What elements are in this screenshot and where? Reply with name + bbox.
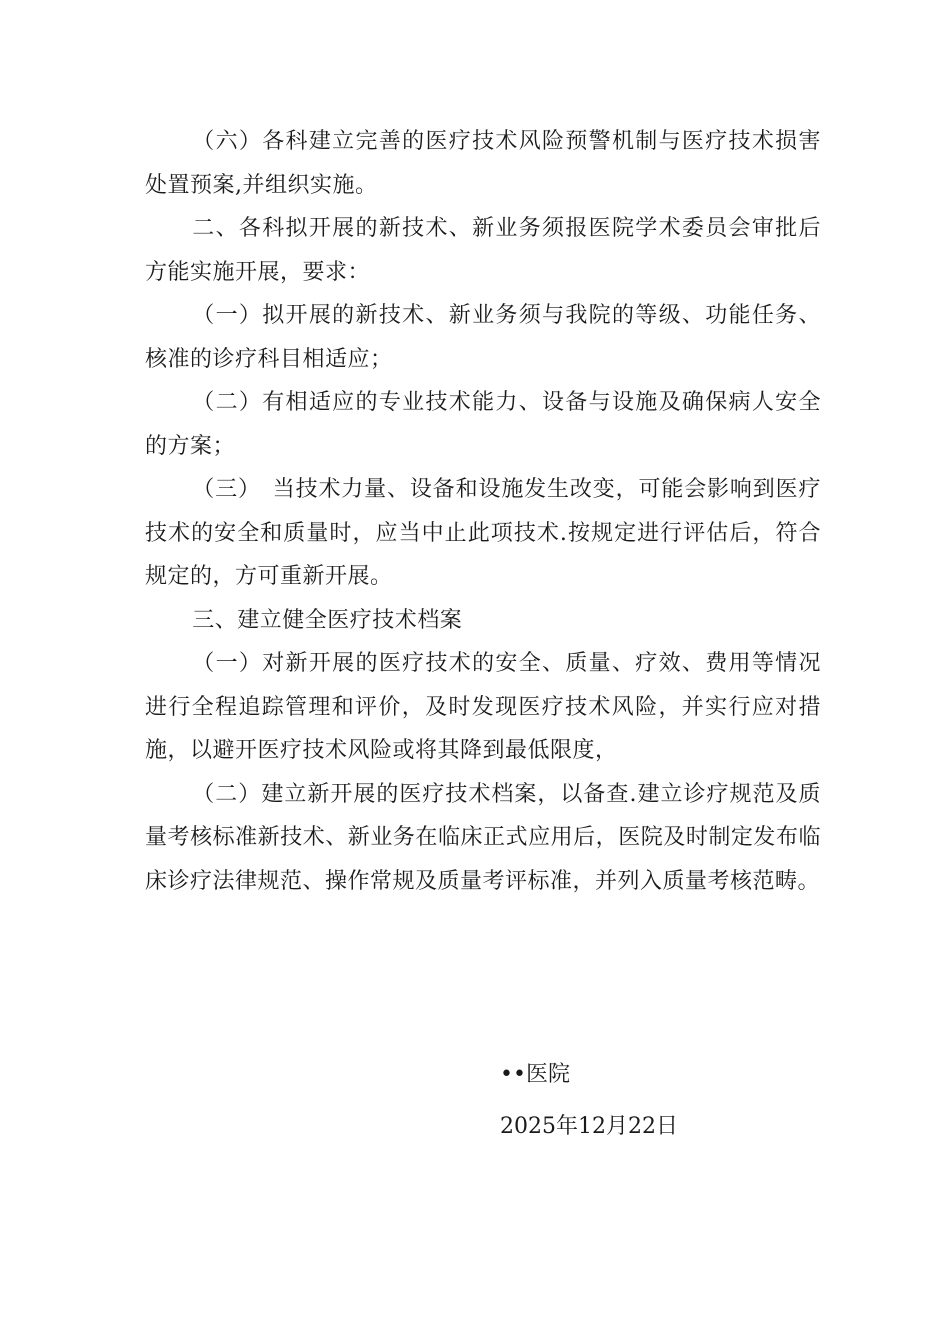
signature-organization: ••医院 [500,1062,570,1087]
document-body [145,120,821,903]
signature-date: 2025年12月22日 [500,1114,678,1139]
paragraph-section-three-heading: 三、建立健全医疗技术档案 [192,607,463,633]
paragraph-risk-warning: （六）各科建立完善的医疗技术风险预警机制与医疗技术损害处置预案,并组织实施。 [145,129,821,198]
signature-block [500,1057,678,1145]
paragraph-archive-one: （一）对新开展的医疗技术的安全、质量、疗效、费用等情况进行全程追踪管理和评价，及时发现医疗技术风险，并实行应对措施，以避开医疗技术风险或将其降到最低限度， [145,651,821,763]
paragraph-archive-two: （二）建立新开展的医疗技术档案，以备查.建立诊疗规范及质量考核标准新技术、新业务在临床正式应用后，医院及时制定发布临床诊疗法律规范、操作常规及质量考评标准，并列入质量考核范畴。 [145,781,821,894]
paragraph-requirement-two: （二）有相适应的专业技术能力、设备与设施及确保病人安全的方案； [145,390,821,459]
paragraph-requirement-three: （三） 当技术力量、设备和设施发生改变，可能会影响到医疗技术的安全和质量时，应当中止此项技术.按规定进行评估后，符合规定的，方可重新开展。 [145,477,821,589]
paragraph-requirement-one: （一）拟开展的新技术、新业务须与我院的等级、功能任务、核准的诊疗科目相适应； [145,303,821,372]
paragraph-section-two-heading: 二、各科拟开展的新技术、新业务须报医院学术委员会审批后方能实施开展，要求： [145,216,821,285]
